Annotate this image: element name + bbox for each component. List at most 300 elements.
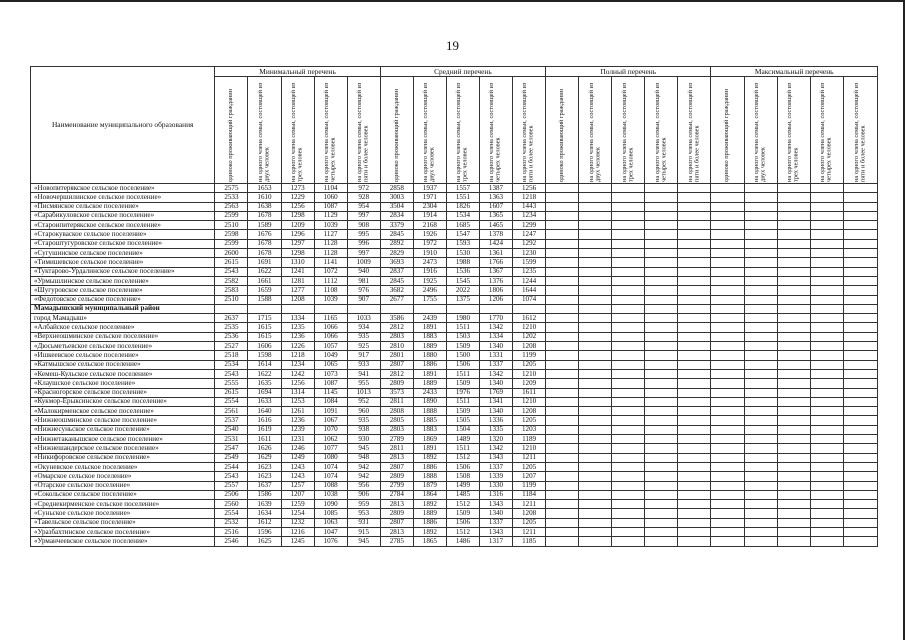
- minimal-value-cell: 1063: [314, 518, 347, 527]
- average-value-cell: 2805: [380, 416, 413, 425]
- average-value-cell: 2803: [380, 332, 413, 341]
- average-value-cell: 1910: [413, 249, 446, 258]
- full-empty-cell: [579, 537, 612, 546]
- minimal-value-cell: 953: [347, 509, 380, 518]
- maximal-empty-cell: [843, 276, 877, 285]
- full-empty-cell: [678, 425, 711, 434]
- full-empty-cell: [546, 351, 579, 360]
- full-empty-cell: [678, 537, 711, 546]
- average-value-cell: 1530: [446, 249, 479, 258]
- minimal-value-cell: 1622: [248, 369, 281, 378]
- average-value-cell: 1512: [446, 500, 479, 509]
- full-empty-cell: [612, 351, 645, 360]
- maximal-empty-cell: [711, 295, 744, 304]
- minimal-value-cell: 2561: [215, 407, 248, 416]
- minimal-value-cell: 1080: [314, 453, 347, 462]
- minimal-value-cell: 1611: [248, 435, 281, 444]
- average-value-cell: 1340: [479, 509, 512, 518]
- full-empty-cell: [678, 500, 711, 509]
- maximal-empty-cell: [777, 221, 810, 230]
- municipality-name: «Старокуваское сельское поселение»: [31, 230, 215, 239]
- minimal-value-cell: 1072: [314, 267, 347, 276]
- minimal-value-cell: 930: [347, 435, 380, 444]
- full-empty-cell: [678, 258, 711, 267]
- maximal-empty-cell: [777, 444, 810, 453]
- minimal-value-cell: 1596: [248, 527, 281, 536]
- full-empty-cell: [546, 444, 579, 453]
- average-value-cell: 1508: [446, 472, 479, 481]
- average-value-cell: 1889: [413, 509, 446, 518]
- column-header: [843, 77, 877, 184]
- full-empty-cell: [579, 332, 612, 341]
- average-value-cell: 1465: [479, 221, 512, 230]
- average-value-cell: 2168: [413, 221, 446, 230]
- maximal-empty-cell: [777, 416, 810, 425]
- minimal-value-cell: 1128: [314, 239, 347, 248]
- full-empty-cell: [546, 230, 579, 239]
- minimal-value-cell: 1241: [281, 267, 314, 276]
- average-value-cell: 1980: [446, 314, 479, 323]
- minimal-value-cell: [314, 304, 347, 313]
- full-empty-cell: [546, 286, 579, 295]
- maximal-empty-cell: [744, 490, 777, 499]
- average-value-cell: 1211: [513, 527, 546, 536]
- full-empty-cell: [678, 332, 711, 341]
- column-header-label: на одного члена семьи, состоящей из пяти и более человек: [356, 82, 370, 182]
- municipality-name: «Среднекирменское сельское поселение»: [31, 500, 215, 509]
- minimal-value-cell: 934: [347, 323, 380, 332]
- full-empty-cell: [645, 490, 678, 499]
- minimal-value-cell: 1074: [314, 472, 347, 481]
- maximal-empty-cell: [843, 267, 877, 276]
- maximal-empty-cell: [711, 332, 744, 341]
- maximal-empty-cell: [843, 462, 877, 471]
- minimal-value-cell: 1091: [314, 407, 347, 416]
- minimal-value-cell: 2544: [215, 462, 248, 471]
- table-row: [31, 286, 878, 295]
- minimal-value-cell: 952: [347, 397, 380, 406]
- maximal-empty-cell: [744, 267, 777, 276]
- maximal-empty-cell: [777, 258, 810, 267]
- average-value-cell: 1891: [413, 444, 446, 453]
- table-row: [31, 509, 878, 518]
- average-value-cell: 2801: [380, 351, 413, 360]
- full-empty-cell: [546, 379, 579, 388]
- full-empty-cell: [579, 435, 612, 444]
- full-empty-cell: [546, 369, 579, 378]
- full-empty-cell: [678, 481, 711, 490]
- municipality-name: «Шугуровское сельское поселение»: [31, 286, 215, 295]
- minimal-value-cell: 1108: [314, 286, 347, 295]
- minimal-value-cell: 1625: [248, 537, 281, 546]
- subsistence-table: [30, 66, 878, 547]
- average-value-cell: 1504: [446, 425, 479, 434]
- minimal-value-cell: 928: [347, 193, 380, 202]
- average-value-cell: 1891: [413, 369, 446, 378]
- maximal-empty-cell: [744, 379, 777, 388]
- full-empty-cell: [612, 407, 645, 416]
- minimal-value-cell: 976: [347, 286, 380, 295]
- full-empty-cell: [579, 518, 612, 527]
- minimal-value-cell: 2637: [215, 314, 248, 323]
- maximal-empty-cell: [810, 518, 843, 527]
- column-header: [413, 77, 446, 184]
- maximal-empty-cell: [744, 221, 777, 230]
- full-empty-cell: [678, 472, 711, 481]
- maximal-empty-cell: [744, 239, 777, 248]
- average-value-cell: 1766: [479, 258, 512, 267]
- table-row: [31, 202, 878, 211]
- table-row: [31, 527, 878, 536]
- full-empty-cell: [645, 184, 678, 193]
- maximal-empty-cell: [810, 184, 843, 193]
- full-empty-cell: [678, 444, 711, 453]
- average-value-cell: 1387: [479, 184, 512, 193]
- average-value-cell: 1976: [446, 388, 479, 397]
- average-value-cell: 1199: [513, 481, 546, 490]
- full-empty-cell: [546, 360, 579, 369]
- maximal-empty-cell: [810, 258, 843, 267]
- full-empty-cell: [645, 249, 678, 258]
- average-value-cell: 1612: [513, 314, 546, 323]
- full-empty-cell: [579, 286, 612, 295]
- minimal-value-cell: 2583: [215, 286, 248, 295]
- full-empty-cell: [546, 249, 579, 258]
- average-value-cell: 1330: [479, 481, 512, 490]
- maximal-empty-cell: [810, 472, 843, 481]
- average-value-cell: 1512: [446, 453, 479, 462]
- minimal-value-cell: 1612: [248, 518, 281, 527]
- minimal-value-cell: 1039: [314, 295, 347, 304]
- maximal-empty-cell: [843, 314, 877, 323]
- average-value-cell: 1770: [479, 314, 512, 323]
- maximal-empty-cell: [810, 323, 843, 332]
- full-empty-cell: [579, 444, 612, 453]
- minimal-value-cell: 1598: [248, 351, 281, 360]
- full-empty-cell: [678, 314, 711, 323]
- column-header: [446, 77, 479, 184]
- average-value-cell: 1336: [479, 416, 512, 425]
- minimal-value-cell: 2599: [215, 211, 248, 220]
- column-header: [281, 77, 314, 184]
- average-value-cell: 1209: [513, 379, 546, 388]
- minimal-value-cell: 2540: [215, 425, 248, 434]
- minimal-value-cell: 2531: [215, 435, 248, 444]
- maximal-empty-cell: [810, 295, 843, 304]
- full-empty-cell: [612, 518, 645, 527]
- full-empty-cell: [579, 193, 612, 202]
- maximal-empty-cell: [777, 472, 810, 481]
- maximal-empty-cell: [711, 509, 744, 518]
- full-empty-cell: [612, 527, 645, 536]
- maximal-empty-cell: [744, 295, 777, 304]
- maximal-empty-cell: [843, 500, 877, 509]
- full-empty-cell: [678, 230, 711, 239]
- full-empty-cell: [546, 295, 579, 304]
- maximal-empty-cell: [810, 416, 843, 425]
- maximal-empty-cell: [810, 425, 843, 434]
- maximal-empty-cell: [777, 518, 810, 527]
- average-value-cell: 3693: [380, 258, 413, 267]
- minimal-value-cell: 1145: [314, 388, 347, 397]
- average-value-cell: 1189: [513, 435, 546, 444]
- maximal-empty-cell: [810, 314, 843, 323]
- full-empty-cell: [612, 388, 645, 397]
- full-empty-cell: [645, 388, 678, 397]
- full-empty-cell: [645, 462, 678, 471]
- maximal-empty-cell: [744, 230, 777, 239]
- municipality-name: «Урмышлинское сельское поселение»: [31, 276, 215, 285]
- minimal-value-cell: 1694: [248, 388, 281, 397]
- full-empty-cell: [546, 472, 579, 481]
- minimal-value-cell: 1112: [314, 276, 347, 285]
- maximal-empty-cell: [810, 360, 843, 369]
- average-value-cell: 1500: [446, 351, 479, 360]
- full-empty-cell: [678, 221, 711, 230]
- column-header-label: одиноко проживающий гражданин: [557, 88, 565, 182]
- full-empty-cell: [645, 221, 678, 230]
- average-value-cell: 1335: [479, 425, 512, 434]
- minimal-value-cell: 1257: [281, 481, 314, 490]
- maximal-empty-cell: [744, 500, 777, 509]
- average-value-cell: 3003: [380, 193, 413, 202]
- minimal-value-cell: 2543: [215, 267, 248, 276]
- maximal-empty-cell: [711, 342, 744, 351]
- average-value-cell: 1256: [513, 184, 546, 193]
- municipality-name: «Туктарово-Урдалинское сельское поселение»: [31, 267, 215, 276]
- minimal-value-cell: 1638: [248, 202, 281, 211]
- full-empty-cell: [579, 462, 612, 471]
- average-value-cell: 1341: [479, 397, 512, 406]
- maximal-empty-cell: [843, 184, 877, 193]
- table-row: [31, 323, 878, 332]
- minimal-value-cell: 933: [347, 360, 380, 369]
- full-empty-cell: [612, 193, 645, 202]
- maximal-empty-cell: [744, 314, 777, 323]
- table-row: [31, 267, 878, 276]
- minimal-value-cell: 935: [347, 332, 380, 341]
- maximal-empty-cell: [777, 230, 810, 239]
- maximal-empty-cell: [744, 332, 777, 341]
- scan-edge-top: [0, 0, 905, 2]
- minimal-value-cell: 945: [347, 444, 380, 453]
- minimal-value-cell: 1622: [248, 267, 281, 276]
- average-value-cell: 1205: [513, 416, 546, 425]
- table-row: [31, 314, 878, 323]
- minimal-value-cell: 2534: [215, 360, 248, 369]
- full-empty-cell: [612, 490, 645, 499]
- minimal-value-cell: 1208: [281, 295, 314, 304]
- minimal-value-cell: 1088: [314, 481, 347, 490]
- minimal-value-cell: 1277: [281, 286, 314, 295]
- average-value-cell: 1247: [513, 230, 546, 239]
- group-header-full: Полный перечень: [546, 67, 711, 77]
- maximal-empty-cell: [810, 500, 843, 509]
- column-header-label: на одного члена семьи, состоящей из двух человек: [256, 82, 271, 182]
- minimal-value-cell: 1635: [248, 379, 281, 388]
- municipality-name: «Писмянское сельское поселение»: [31, 202, 215, 211]
- average-value-cell: 1926: [413, 230, 446, 239]
- full-empty-cell: [645, 360, 678, 369]
- average-value-cell: 2807: [380, 360, 413, 369]
- full-empty-cell: [645, 267, 678, 276]
- average-value-cell: 2858: [380, 184, 413, 193]
- maximal-empty-cell: [777, 323, 810, 332]
- average-value-cell: 1545: [446, 276, 479, 285]
- full-empty-cell: [678, 295, 711, 304]
- average-value-cell: 1210: [513, 369, 546, 378]
- average-value-cell: 1317: [479, 537, 512, 546]
- full-empty-cell: [612, 453, 645, 462]
- table-row: [31, 472, 878, 481]
- average-value-cell: 2473: [413, 258, 446, 267]
- full-empty-cell: [678, 462, 711, 471]
- full-empty-cell: [546, 490, 579, 499]
- column-header: [479, 77, 512, 184]
- average-value-cell: 1331: [479, 351, 512, 360]
- full-empty-cell: [546, 239, 579, 248]
- municipality-name: «Нижнетаканышское сельское поселение»: [31, 435, 215, 444]
- full-empty-cell: [645, 369, 678, 378]
- full-empty-cell: [579, 249, 612, 258]
- average-value-cell: 1211: [513, 500, 546, 509]
- maximal-empty-cell: [810, 397, 843, 406]
- minimal-value-cell: 2506: [215, 490, 248, 499]
- column-header-label: на одного члена семьи, состоящей из пяти и более человек: [852, 82, 867, 182]
- minimal-value-cell: 1678: [248, 249, 281, 258]
- full-empty-cell: [678, 490, 711, 499]
- average-value-cell: 1886: [413, 462, 446, 471]
- average-value-cell: 1218: [513, 193, 546, 202]
- average-value-cell: 1185: [513, 537, 546, 546]
- column-header-label: на одного члена семьи, состоящей из трех человек: [786, 82, 800, 182]
- minimal-value-cell: 1634: [248, 509, 281, 518]
- full-empty-cell: [546, 267, 579, 276]
- average-value-cell: 1199: [513, 351, 546, 360]
- full-empty-cell: [579, 184, 612, 193]
- average-value-cell: 1363: [479, 193, 512, 202]
- average-value-cell: 2813: [380, 453, 413, 462]
- column-header-label: на одного члена семьи, состоящей из двух человек: [752, 82, 767, 182]
- municipality-name: «Суньское сельское поселение»: [31, 509, 215, 518]
- full-empty-cell: [612, 425, 645, 434]
- table-row: [31, 388, 878, 397]
- maximal-empty-cell: [711, 221, 744, 230]
- minimal-value-cell: 1239: [281, 425, 314, 434]
- maximal-empty-cell: [711, 193, 744, 202]
- table-row: [31, 239, 878, 248]
- minimal-value-cell: 2557: [215, 481, 248, 490]
- minimal-value-cell: 942: [347, 472, 380, 481]
- average-value-cell: 2812: [380, 323, 413, 332]
- minimal-value-cell: 1676: [248, 230, 281, 239]
- average-value-cell: 1206: [479, 295, 512, 304]
- minimal-value-cell: 925: [347, 342, 380, 351]
- maximal-empty-cell: [777, 388, 810, 397]
- section-row: [31, 304, 878, 313]
- table-row: [31, 425, 878, 434]
- average-value-cell: 2809: [380, 472, 413, 481]
- average-value-cell: 1547: [446, 230, 479, 239]
- table-row: [31, 342, 878, 351]
- minimal-value-cell: 1715: [248, 314, 281, 323]
- municipality-name: «Уразбахтинское сельское поселение»: [31, 527, 215, 536]
- full-empty-cell: [645, 286, 678, 295]
- average-value-cell: 2892: [380, 239, 413, 248]
- maximal-empty-cell: [711, 323, 744, 332]
- group-header-row: [31, 67, 878, 77]
- minimal-value-cell: 2598: [215, 230, 248, 239]
- municipality-name: «Кемеш-Кульское сельское поселение»: [31, 369, 215, 378]
- maximal-empty-cell: [810, 481, 843, 490]
- average-value-cell: 2810: [380, 342, 413, 351]
- average-value-cell: 2809: [380, 379, 413, 388]
- minimal-value-cell: 2615: [215, 388, 248, 397]
- maximal-empty-cell: [843, 388, 877, 397]
- average-value-cell: 1511: [446, 397, 479, 406]
- full-empty-cell: [612, 369, 645, 378]
- maximal-empty-cell: [843, 221, 877, 230]
- maximal-empty-cell: [810, 379, 843, 388]
- maximal-empty-cell: [711, 249, 744, 258]
- full-empty-cell: [579, 342, 612, 351]
- table-row: [31, 453, 878, 462]
- minimal-value-cell: 2536: [215, 332, 248, 341]
- maximal-empty-cell: [843, 416, 877, 425]
- maximal-empty-cell: [711, 276, 744, 285]
- average-value-cell: 2433: [413, 388, 446, 397]
- municipality-name: Мамадышский муниципальный район: [31, 304, 215, 313]
- average-value-cell: 3586: [380, 314, 413, 323]
- full-empty-cell: [612, 314, 645, 323]
- minimal-value-cell: 1661: [248, 276, 281, 285]
- maximal-empty-cell: [843, 202, 877, 211]
- full-empty-cell: [678, 276, 711, 285]
- maximal-empty-cell: [810, 239, 843, 248]
- full-empty-cell: [612, 397, 645, 406]
- minimal-value-cell: 981: [347, 276, 380, 285]
- full-empty-cell: [678, 379, 711, 388]
- maximal-empty-cell: [711, 360, 744, 369]
- table-row: [31, 211, 878, 220]
- average-value-cell: 1506: [446, 462, 479, 471]
- municipality-name: «Тимишевское сельское поселение»: [31, 258, 215, 267]
- average-value-cell: 1202: [513, 332, 546, 341]
- average-value-cell: 1205: [513, 360, 546, 369]
- average-value-cell: 1340: [479, 407, 512, 416]
- maximal-empty-cell: [777, 527, 810, 536]
- full-empty-cell: [612, 379, 645, 388]
- full-empty-cell: [645, 435, 678, 444]
- column-header: [314, 77, 347, 184]
- full-empty-cell: [546, 304, 579, 313]
- full-empty-cell: [546, 416, 579, 425]
- full-empty-cell: [612, 304, 645, 313]
- maximal-empty-cell: [744, 360, 777, 369]
- table-row: [31, 407, 878, 416]
- maximal-empty-cell: [711, 518, 744, 527]
- table-row: [31, 490, 878, 499]
- minimal-value-cell: 1165: [314, 314, 347, 323]
- table-row: [31, 435, 878, 444]
- maximal-empty-cell: [843, 342, 877, 351]
- maximal-empty-cell: [777, 276, 810, 285]
- minimal-value-cell: 1249: [281, 453, 314, 462]
- minimal-value-cell: 931: [347, 518, 380, 527]
- column-header-label: на одного члена семьи, состоящей из трех человек: [289, 82, 304, 182]
- full-empty-cell: [645, 193, 678, 202]
- maximal-empty-cell: [777, 314, 810, 323]
